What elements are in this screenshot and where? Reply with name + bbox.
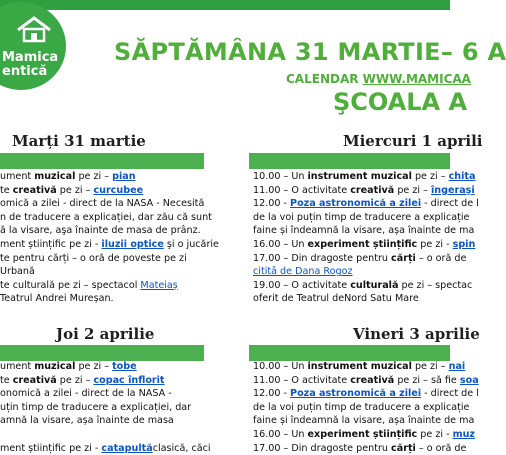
line-bold-text: experiment științific [307, 428, 418, 440]
line-text: pe zi – [411, 171, 449, 182]
line-text: pe zi – [75, 361, 113, 372]
line-bold-text: culturală [350, 279, 399, 291]
line-text: 10.00 – Un [253, 361, 308, 372]
activity-link[interactable]: Poza astronomică a zilei [290, 388, 422, 400]
activity-link[interactable]: îngeraşi [430, 184, 475, 196]
schedule-line [253, 224, 479, 238]
line-bold-text: instrument muzical [307, 171, 412, 182]
schedule-line [0, 252, 219, 266]
activity-link[interactable]: nai [448, 361, 466, 372]
schedule-line [253, 170, 479, 184]
schedule-line [0, 428, 211, 442]
line-text: - direct de l [421, 198, 479, 210]
line-text: de la voi puțin timp de traducere a explicație [253, 211, 470, 223]
line-text: ment științific [0, 238, 67, 250]
activity-link[interactable]: curcubee [93, 184, 144, 196]
line-text: pe zi - [417, 238, 453, 250]
day-band-fri [249, 345, 450, 361]
schedule-line [253, 414, 479, 428]
line-bold-text: creativă [12, 184, 57, 196]
line-text: te pentru cărți – o oră de poveste pe zi [0, 252, 187, 264]
schedule-line [0, 360, 211, 374]
activity-link[interactable]: tobe [112, 361, 137, 372]
line-text: 12.00 - [253, 198, 291, 210]
day-title-tue: Marți 31 martie [12, 132, 146, 150]
day-lines-tue [0, 170, 219, 306]
calendar-prefix: CALENDAR [286, 72, 363, 86]
schedule-line [0, 238, 219, 252]
line-text: 12.00 - [253, 388, 291, 400]
line-text: şi o jucărie [163, 238, 219, 250]
schedule-line [253, 252, 479, 266]
schedule-line [0, 197, 219, 211]
line-bold-text: creativă [350, 374, 395, 386]
page-title: SĂPTĂMÂNA 31 MARTIE– 6 A [114, 38, 506, 66]
top-green-bar [0, 0, 450, 10]
line-text: 17.00 – Din dragoste pentru [253, 252, 392, 264]
line-text: de la voi puțin timp de traducere a explicație [253, 401, 470, 413]
schedule-line [253, 401, 479, 415]
schedule-line [0, 170, 219, 184]
day-title-thu: Joi 2 aprilie [56, 325, 155, 343]
line-text: - direct de l [421, 388, 479, 400]
activity-link[interactable]: muz [452, 428, 476, 440]
line-text: pe zi – spectacol [54, 279, 141, 291]
line-text: ă la visare, aşa înainte de masa de prânz. [0, 225, 201, 237]
schedule-line [0, 265, 219, 279]
schedule-line [253, 442, 479, 455]
schedule-line [253, 360, 479, 374]
line-text: – o oră de [415, 252, 467, 264]
logo-line1: Mamica [2, 50, 59, 65]
line-text: onomică a zilei [0, 388, 72, 400]
line-text: Urbană [0, 266, 35, 278]
schedule-line [253, 387, 479, 401]
line-text: omică a zilei [0, 198, 60, 210]
line-text: pe zi – să fie [394, 374, 460, 386]
line-text: Teatrul Andrei Mureșan. [0, 293, 114, 305]
schedule-line [0, 442, 211, 455]
day-band-wed [249, 153, 450, 169]
line-text: faine și îndeamnă la visare, așa înainte de ma [253, 415, 475, 427]
line-text: 16.00 – Un [253, 428, 308, 440]
schedule-line [0, 374, 211, 388]
line-text: te culturală [0, 279, 55, 291]
activity-link[interactable]: chita [448, 171, 476, 182]
activity-link[interactable]: soa [459, 374, 479, 386]
logo-line2: entică [2, 64, 48, 79]
schedule-line [253, 238, 479, 252]
line-text: te [0, 184, 13, 196]
line-text: faine și îndeamnă la visare, așa înainte de ma [253, 225, 475, 237]
line-bold-text: creativă [350, 184, 395, 196]
logo [0, 2, 66, 90]
line-bold-text: muzical [34, 361, 76, 372]
line-bold-text: instrument muzical [307, 361, 412, 372]
schedule-line [0, 279, 219, 293]
line-bold-text: experiment științific [307, 238, 418, 250]
schedule-line [253, 184, 479, 198]
page-subtitle: ŞCOALA A [333, 88, 468, 116]
schedule-line [253, 279, 479, 293]
activity-link[interactable]: copac înflorit [93, 374, 165, 386]
activity-link[interactable]: iluzii optice [101, 238, 164, 250]
line-bold-text: muzical [34, 171, 76, 182]
line-text: 10.00 – Un [253, 171, 308, 182]
line-text: pe zi – [411, 361, 449, 372]
line-text: – o oră de [415, 442, 467, 454]
line-text: 17.00 – Din dragoste pentru [253, 442, 392, 454]
house-icon [16, 16, 52, 42]
line-text: - direct de la NASA - Necesită [59, 198, 205, 210]
schedule-line [253, 197, 479, 211]
line-text: pe zi – spectac [398, 279, 473, 291]
line-bold-text: creativă [12, 374, 57, 386]
calendar-link[interactable]: WWW.MAMICAA [362, 72, 471, 86]
line-text: pe zi - [66, 442, 102, 454]
schedule-line [0, 211, 219, 225]
line-text: - direct de la NASA - [71, 388, 172, 400]
line-text: pe zi – [56, 184, 94, 196]
day-band-thu [0, 345, 204, 361]
line-text: amnă la visare, așa înainte de masa [0, 415, 174, 427]
line-text: oferit de Teatrul deNord Satu Mare [253, 293, 419, 305]
schedule-line [0, 292, 219, 306]
schedule-line [0, 184, 219, 198]
calendar-line [286, 72, 471, 86]
activity-link[interactable]: Poza astronomică a zilei [290, 198, 422, 210]
line-text: uțin timp de traducere a explicației, dar [0, 401, 192, 413]
line-text: pe zi – [394, 184, 431, 196]
day-lines-thu [0, 360, 211, 455]
schedule-line [0, 224, 219, 238]
line-text: ument [0, 361, 35, 372]
schedule-line [253, 374, 479, 388]
day-band-tue [0, 153, 204, 169]
line-text: pe zi - [417, 428, 453, 440]
line-text: clasică, căci [152, 442, 211, 454]
activity-link[interactable]: cititǎ de Dana Rogoz [253, 266, 353, 278]
day-lines-fri [253, 360, 479, 455]
line-text: 11.00 – O activitate [253, 184, 351, 196]
line-text: 11.00 – O activitate [253, 374, 351, 386]
line-text: ument [0, 171, 35, 182]
line-text: 16.00 – Un [253, 238, 308, 250]
line-bold-text: cărți [391, 442, 416, 454]
schedule-line [0, 387, 211, 401]
day-title-wed: Miercuri 1 aprili [343, 132, 483, 150]
line-text: pe zi – [56, 374, 94, 386]
line-text: n de traducere a explicației, dar zău că sunt [0, 211, 212, 223]
activity-link[interactable]: pian [112, 171, 136, 182]
day-lines-wed [253, 170, 479, 306]
line-bold-text: cărți [391, 252, 416, 264]
line-text: pe zi – [75, 171, 113, 182]
activity-link[interactable]: spin [452, 238, 476, 250]
schedule-line [253, 428, 479, 442]
schedule-line [253, 292, 479, 306]
day-title-fri: Vineri 3 aprilie [353, 325, 480, 343]
activity-link[interactable]: catapultă [101, 442, 153, 454]
schedule-line [253, 211, 479, 225]
line-text: pe zi - [66, 238, 102, 250]
schedule-line [0, 414, 211, 428]
activity-link[interactable]: Mateiaș [140, 279, 178, 291]
line-text: 19.00 – O activitate [253, 279, 351, 291]
line-text: ment științific [0, 442, 67, 454]
schedule-line [253, 265, 479, 279]
line-text: te [0, 374, 13, 386]
schedule-line [0, 401, 211, 415]
